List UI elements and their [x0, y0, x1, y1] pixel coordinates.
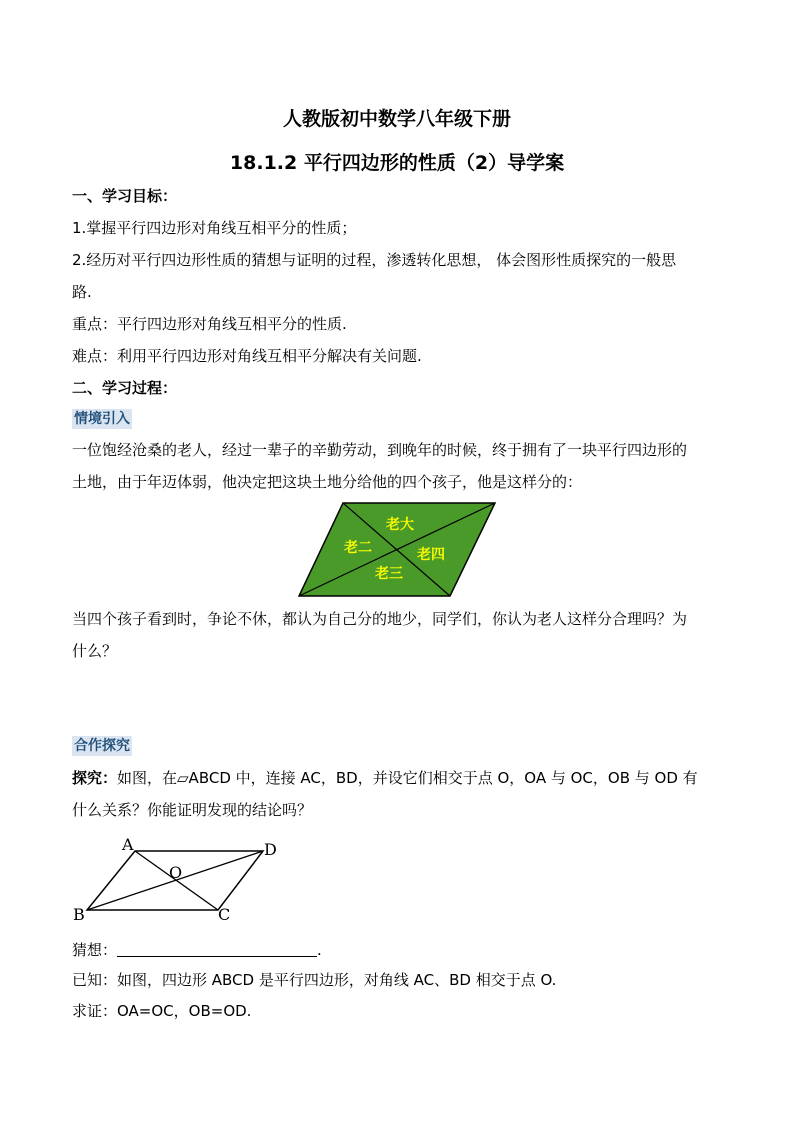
land-parallelogram-figure: [298, 502, 496, 598]
given-line: 已知：如图，四边形 ABCD 是平行四边形，对角线 AC、BD 相交于点 O.: [72, 971, 557, 989]
objective-item-2: 2.经历对平行四边形性质的猜想与证明的过程，渗透转化思想， 体会图形性质探究的一般思: [72, 251, 677, 269]
explore-line-2: 什么关系？你能证明发现的结论吗？: [72, 801, 313, 819]
guess-blank: [117, 942, 317, 957]
vertex-d-label: D: [264, 840, 277, 859]
section1-heading: 一、学习目标：: [72, 187, 178, 205]
land-label-second: 老二: [344, 540, 372, 556]
section2-heading: 二、学习过程：: [72, 379, 178, 397]
intro-text-line-1: 一位饱经沧桑的老人，经过一辈子的辛勤劳动，到晚年的时候，终于拥有了一块平行四边形的: [72, 441, 688, 459]
vertex-c-label: C: [218, 905, 231, 924]
intro-text-line-2: 土地，由于年迈体弱，他决定把这块土地分给他的四个孩子，他是这样分的：: [72, 473, 583, 491]
difficulty-point: 难点：利用平行四边形对角线互相平分解决有关问题.: [72, 347, 422, 365]
explore-tag: 合作探究: [74, 738, 130, 754]
objective-item-1: 1.掌握平行四边形对角线互相平分的性质；: [72, 219, 357, 237]
objective-item-2-cont: 路.: [72, 283, 92, 301]
key-point: 重点：平行四边形对角线互相平分的性质.: [72, 315, 347, 333]
vertex-b-label: B: [73, 905, 85, 924]
guess-line: 猜想： .: [72, 941, 322, 959]
land-label-eldest: 老大: [386, 517, 414, 533]
document-title: 人教版初中数学八年级下册: [282, 108, 511, 130]
question-line-1: 当四个孩子看到时，争论不休，都认为自己分的地少，同学们，你认为老人这样分合理吗？为: [72, 610, 688, 628]
explore-text-1: 如图，在▱ABCD 中，连接 AC，BD，并设它们相交于点 O，OA 与 OC，OB 与 OD 有: [117, 769, 698, 787]
prove-line: 求证：OA=OC，OB=OD.: [72, 1002, 252, 1020]
question-line-2: 什么？: [72, 642, 118, 660]
explore-label: 探究：: [72, 769, 118, 787]
vertex-a-label: A: [122, 835, 134, 854]
point-o-label: O: [169, 863, 183, 882]
abcd-parallelogram-figure: [66, 832, 290, 928]
explore-line-1: [72, 768, 724, 788]
guess-label: 猜想：: [72, 941, 118, 959]
document-subtitle: 18.1.2 平行四边形的性质（2）导学案: [229, 152, 565, 174]
land-label-third: 老三: [375, 566, 403, 582]
intro-tag: 情境引入: [74, 411, 130, 427]
land-label-fourth: 老四: [417, 547, 445, 563]
